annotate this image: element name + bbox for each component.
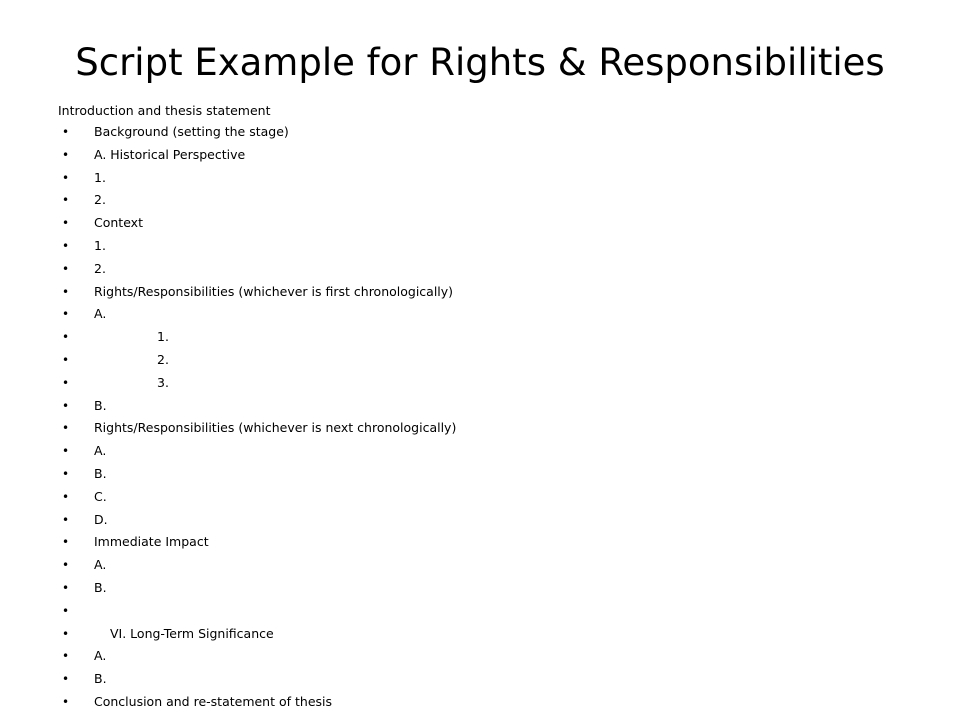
list-item-text: 1. — [94, 169, 106, 185]
list-item-text: 2. — [157, 351, 169, 367]
list-item — [58, 281, 918, 304]
list-item — [58, 326, 918, 349]
bullet-icon: • — [62, 512, 70, 527]
list-item-text: A. — [94, 306, 107, 322]
list-item-text: Conclusion and re-statement of thesis — [94, 693, 333, 709]
list-item — [58, 463, 918, 486]
bullet-icon: • — [62, 398, 70, 413]
list-item-text: Rights/Responsibilities (whichever is first chronologically) — [94, 283, 454, 299]
list-item-text: B. — [94, 397, 107, 413]
list-item-text: A. — [94, 443, 107, 459]
list-item-text: B. — [94, 671, 107, 687]
list-item — [58, 600, 918, 623]
list-item — [58, 349, 918, 372]
list-item — [58, 668, 918, 691]
list-item-text: Background (setting the stage) — [94, 124, 289, 139]
list-item — [58, 531, 918, 554]
bullet-icon: • — [62, 330, 70, 345]
list-item — [58, 144, 918, 167]
list-item — [58, 372, 918, 395]
list-item-text: C. — [94, 488, 107, 504]
list-item — [58, 258, 918, 281]
list-item — [58, 212, 918, 235]
list-item-text: 1. — [94, 237, 106, 253]
list-item-text: Immediate Impact — [94, 534, 209, 550]
list-item-text: 2. — [94, 260, 106, 276]
list-item — [58, 235, 918, 258]
list-item-text: B. — [94, 579, 107, 595]
bullet-icon: • — [62, 421, 70, 436]
list-item — [58, 189, 918, 212]
list-item — [58, 623, 918, 646]
bullet-icon: • — [62, 535, 70, 550]
bullet-icon: • — [62, 558, 70, 573]
list-item — [58, 167, 918, 190]
bullet-icon: • — [62, 444, 70, 459]
list-item-text: A. — [94, 557, 107, 573]
list-item-text: B. — [94, 465, 107, 481]
bullet-list — [58, 121, 918, 714]
bullet-icon: • — [62, 352, 70, 367]
list-item — [58, 554, 918, 577]
list-item — [58, 486, 918, 509]
list-item — [58, 121, 918, 144]
list-item — [58, 645, 918, 668]
bullet-icon: • — [62, 147, 70, 162]
list-item-text: Rights/Responsibilities (whichever is next chronologically) — [94, 420, 457, 436]
bullet-icon: • — [62, 261, 70, 276]
slide-title: Script Example for Rights & Responsibilities — [75, 41, 885, 84]
list-item-text: 2. — [94, 192, 106, 208]
list-item-text: A. Historical Perspective — [94, 146, 246, 162]
bullet-icon: • — [62, 603, 70, 618]
bullet-icon: • — [62, 580, 70, 595]
list-item-text: Context — [94, 215, 143, 231]
list-item — [58, 577, 918, 600]
list-item-text: VI. Long-Term Significance — [110, 625, 274, 641]
bullet-icon: • — [62, 170, 70, 185]
list-item-text: 3. — [157, 374, 169, 390]
bullet-icon: • — [62, 216, 70, 231]
list-item — [58, 417, 918, 440]
bullet-icon: • — [62, 307, 70, 322]
list-item — [58, 395, 918, 418]
bullet-icon: • — [62, 193, 70, 208]
bullet-icon: • — [62, 649, 70, 664]
bullet-icon: • — [62, 694, 70, 709]
bullet-icon: • — [62, 626, 70, 641]
list-item-text: D. — [94, 511, 108, 527]
bullet-icon: • — [62, 125, 70, 139]
list-item — [58, 509, 918, 532]
bullet-icon: • — [62, 284, 70, 299]
bullet-icon: • — [62, 466, 70, 481]
list-item — [58, 303, 918, 326]
list-item-text: A. — [94, 648, 107, 664]
bullet-icon: • — [62, 489, 70, 504]
list-item — [58, 691, 918, 714]
list-item — [58, 440, 918, 463]
intro-line: Introduction and thesis statement — [58, 103, 271, 118]
bullet-icon: • — [62, 238, 70, 253]
bullet-icon: • — [62, 375, 70, 390]
list-item-text: 1. — [157, 329, 169, 345]
bullet-icon: • — [62, 672, 70, 687]
